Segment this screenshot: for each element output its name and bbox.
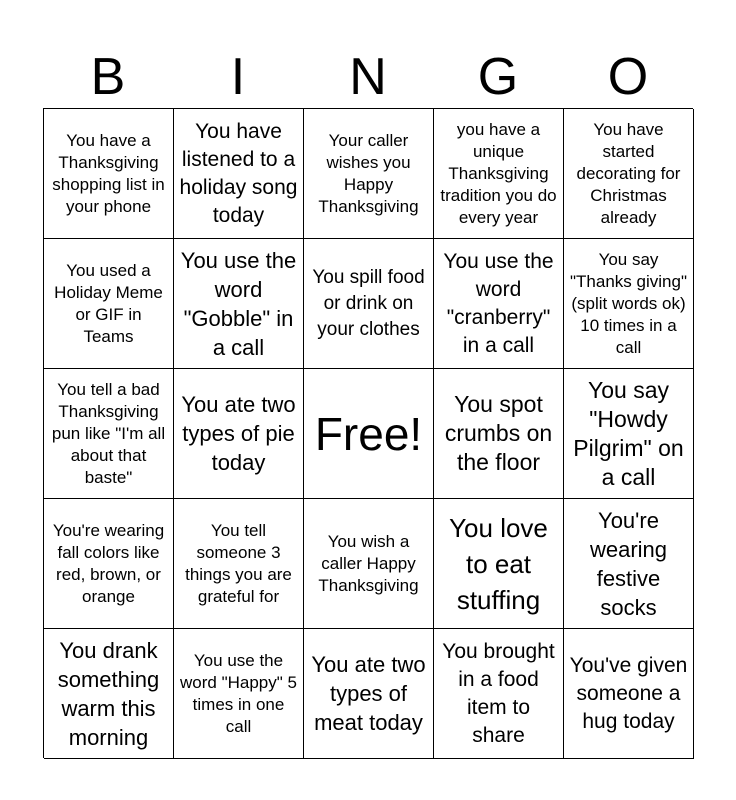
bingo-cell[interactable] [304,629,434,759]
cell-text: You tell someone 3 things you are grateful for [185,520,292,606]
cell-text: You're wearing fall colors like red, brown, or orange [52,520,165,606]
cell-text: You say "Howdy Pilgrim" on a call [573,376,684,490]
cell-text: You have listened to a holiday song today [179,119,298,227]
bingo-cell[interactable] [434,239,564,369]
cell-text: You drank something warm this morning [57,637,160,750]
bingo-cell[interactable] [434,499,564,629]
bingo-header [43,46,693,108]
bingo-cell[interactable] [174,629,304,759]
cell-text: You ate two types of pie today [181,392,296,475]
bingo-cell[interactable] [44,109,174,239]
bingo-cell[interactable] [434,369,564,499]
cell-text: You brought in a food item to share [442,639,555,747]
cell-text: You use the word "cranberry" in a call [443,249,554,357]
cell-text: You say "Thanks giving" (split words ok) 10 times in a call [570,249,687,357]
header-letter-n: N [349,48,387,106]
cell-text: You have a Thanksgiving shopping list in your phone [52,130,165,216]
cell-text: You spill food or drink on your clothes [312,266,425,340]
bingo-cell[interactable] [434,109,564,239]
cell-text: You ate two types of meat today [311,652,426,735]
cell-text: you have a unique Thanksgiving tradition you do every year [440,119,557,227]
header-letter-b: B [90,48,126,106]
bingo-cell[interactable] [304,499,434,629]
cell-text: You used a Holiday Meme or GIF in Teams [54,260,163,346]
cell-text: You use the word "Gobble" in a call [180,247,297,360]
cell-text: You're wearing festive socks [589,507,668,620]
bingo-cell[interactable] [44,629,174,759]
free-space-text: Free! [314,407,423,460]
header-letter-o: O [607,48,649,106]
cell-text: Your caller wishes you Happy Thanksgiving [318,130,419,216]
cell-text: You love to eat stuffing [449,512,548,615]
bingo-cell[interactable] [564,629,694,759]
bingo-cell[interactable] [174,239,304,369]
cell-text: You've given someone a hug today [569,653,688,733]
cell-text: You spot crumbs on the floor [444,391,553,475]
cell-text: You have started decorating for Christmas already [576,119,681,227]
bingo-cell[interactable] [304,109,434,239]
bingo-cell[interactable] [44,369,174,499]
cell-text: You tell a bad Thanksgiving pun like "I'm all about that baste" [51,379,166,487]
cell-text: You use the word "Happy" 5 times in one call [180,650,297,736]
bingo-cell[interactable] [564,239,694,369]
bingo-board [43,108,693,758]
bingo-cell[interactable] [44,239,174,369]
bingo-cell[interactable] [44,499,174,629]
bingo-cell[interactable] [174,499,304,629]
bingo-cell[interactable] [564,499,694,629]
bingo-cell[interactable] [564,369,694,499]
bingo-cell[interactable] [174,369,304,499]
bingo-cell[interactable] [304,239,434,369]
free-space[interactable] [304,369,434,499]
bingo-cell[interactable] [434,629,564,759]
cell-text: You wish a caller Happy Thanksgiving [318,531,419,595]
header-letter-g: G [477,48,519,106]
bingo-cell[interactable] [564,109,694,239]
bingo-cell[interactable] [174,109,304,239]
header-letter-i: I [230,48,246,106]
